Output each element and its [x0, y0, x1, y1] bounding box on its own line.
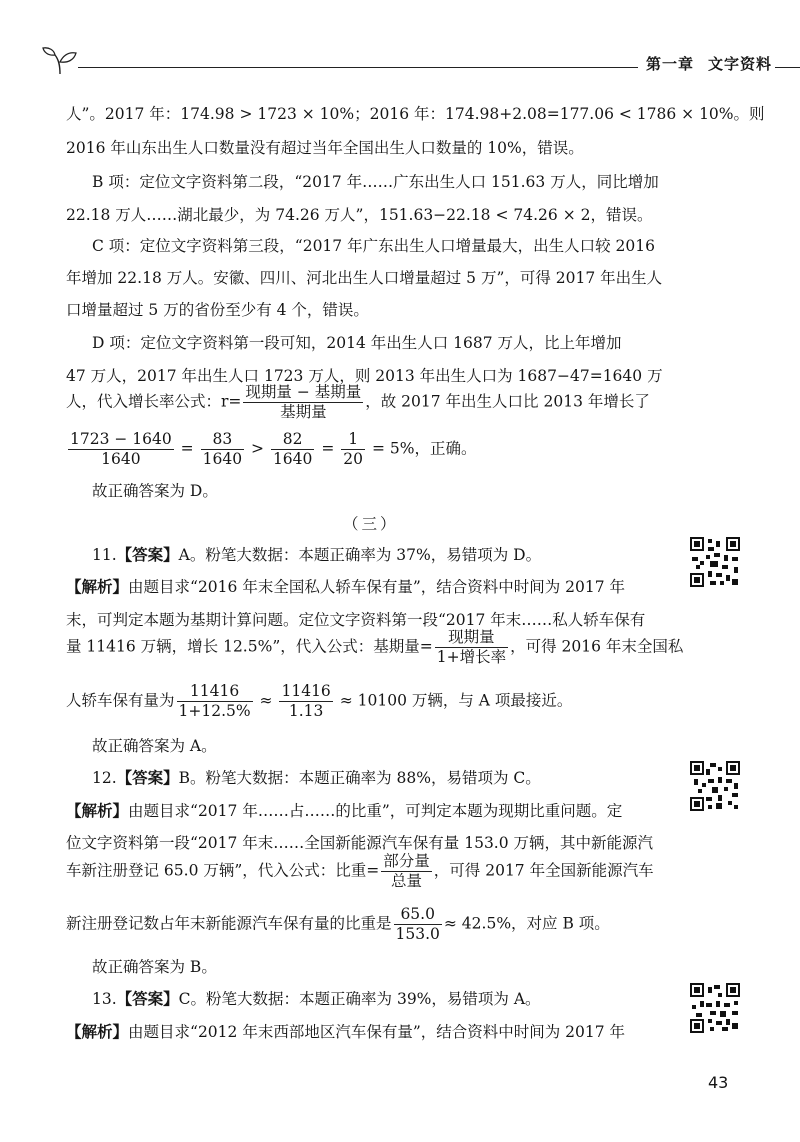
answer-tag: 【答案】	[116, 768, 179, 787]
qr-code-icon[interactable]	[690, 983, 740, 1033]
text-line: 年增加 22.18 万人。安徽、四川、河北出生人口增量超过 5 万”，可得 2017 年出生人	[66, 269, 663, 287]
answer-tag: 【答案】	[116, 989, 179, 1008]
text-line: D 项：定位文字资料第一段可知，2014 年出生人口 1687 万人，比上年增加	[92, 334, 622, 352]
text: ≈ 42.5%，对应 B 项。	[443, 914, 610, 933]
answer-tag: 【答案】	[116, 545, 179, 564]
text: 人轿车保有量为	[66, 691, 175, 710]
fraction	[201, 430, 244, 469]
numerator: 1	[341, 430, 365, 450]
formula-line	[66, 628, 683, 667]
question-number: 13.	[92, 990, 117, 1008]
analysis-tag: 【解析】	[66, 801, 129, 820]
denominator: 1.13	[288, 702, 324, 720]
fraction	[435, 628, 508, 667]
text-line: 22.18 万人……湖北最少，为 74.26 万人”，151.63−22.18 < 74.26 × 2，错误。	[66, 206, 653, 224]
text-line: 47 万人，2017 年出生人口 1723 万人，则 2013 年出生人口为 1687−47=1640 万	[66, 367, 663, 385]
numerator: 现期量	[435, 628, 508, 648]
text-line: 位文字资料第一段“2017 年末……全国新能源汽车保有量 153.0 万辆，其中新能源汽	[66, 834, 654, 852]
text-line: 2016 年山东出生人口数量没有超过当年全国出生人口数量的 10%，错误。	[66, 139, 584, 157]
text: ≈ 10100 万辆，与 A 项最接近。	[339, 691, 573, 710]
numerator: 11416	[177, 682, 253, 702]
fraction	[381, 852, 432, 891]
formula-line	[66, 905, 610, 944]
leaf-logo-icon	[40, 46, 80, 76]
chapter-number: 第一章	[646, 55, 695, 73]
denominator: 基期量	[280, 403, 327, 421]
answer-line: 故正确答案为 A。	[92, 737, 217, 755]
fraction	[341, 430, 365, 469]
text: = 5%，正确。	[371, 439, 477, 458]
q12-answer	[92, 768, 541, 788]
denominator: 1640	[202, 450, 243, 468]
text-line: 口增量超过 5 万的省份至少有 4 个，错误。	[66, 301, 369, 319]
qr-code-icon[interactable]	[690, 537, 740, 587]
question-number: 11.	[92, 546, 117, 564]
fraction	[68, 430, 174, 469]
numerator: 1723 − 1640	[70, 430, 172, 448]
numerator: 83	[201, 430, 244, 450]
q13-analysis	[66, 1022, 625, 1042]
text: 量 11416 万辆，增长 12.5%”，代入公式：基期量=	[66, 637, 433, 656]
formula-line	[66, 383, 650, 422]
q12-analysis	[66, 801, 622, 821]
text-line: B 项：定位文字资料第二段，“2017 年……广东出生人口 151.63 万人，同比增加	[92, 173, 659, 191]
fraction	[271, 430, 314, 469]
text: 由题目求“2012 年末西部地区汽车保有量”，结合资料中时间为 2017 年	[128, 1023, 626, 1041]
text: 车新注册登记 65.0 万辆”，代入公式：比重=	[66, 861, 380, 880]
answer-text: B。粉笔大数据：本题正确率为 88%，易错项为 C。	[178, 769, 541, 787]
denominator: 总量	[391, 872, 423, 890]
approx-sign: ≈	[259, 691, 273, 710]
text: 由题目求“2017 年……占……的比重”，可判定本题为现期比重问题。定	[128, 802, 623, 820]
equals-sign: =	[180, 439, 194, 458]
q13-answer	[92, 989, 541, 1009]
text-line: C 项：定位文字资料第三段，“2017 年广东出生人口增量最大，出生人口较 2016	[92, 237, 655, 255]
text: 由题目求“2016 年末全国私人轿车保有量”，结合资料中时间为 2017 年	[128, 578, 626, 596]
header-rule-right	[775, 67, 800, 68]
chapter-title	[646, 53, 772, 74]
numerator: 82	[271, 430, 314, 450]
fraction	[177, 682, 253, 721]
numerator: 11416	[281, 682, 331, 700]
chapter-name: 文字资料	[708, 55, 773, 73]
section-title: （三）	[343, 515, 399, 533]
analysis-tag: 【解析】	[66, 577, 129, 596]
analysis-tag: 【解析】	[66, 1022, 129, 1041]
page-header	[40, 40, 800, 80]
fraction	[279, 682, 332, 721]
text: 人，代入增长率公式：r=	[66, 392, 242, 411]
numerator: 现期量 − 基期量	[245, 383, 362, 401]
q11-analysis	[66, 577, 625, 597]
text-line: 人”。2017 年：174.98 > 1723 × 10%；2016 年：174.98+2.08=177.06 < 1786 × 10%。则	[66, 105, 765, 123]
text: ，故 2017 年出生人口比 2013 年增长了	[365, 392, 650, 411]
denominator: 20	[343, 450, 363, 468]
denominator: 1+12.5%	[178, 702, 251, 720]
denominator: 153.0	[395, 925, 440, 943]
numerator: 65.0	[394, 905, 442, 925]
text: ，可得 2017 年全国新能源汽车	[433, 861, 654, 880]
answer-text: A。粉笔大数据：本题正确率为 37%，易错项为 D。	[178, 546, 542, 564]
q11-answer	[92, 545, 541, 565]
answer-line: 故正确答案为 B。	[92, 958, 217, 976]
equals-sign: =	[321, 439, 335, 458]
fraction	[243, 383, 363, 422]
numerator: 部分量	[383, 852, 430, 870]
question-number: 12.	[92, 769, 117, 787]
answer-text: C。粉笔大数据：本题正确率为 39%，易错项为 A。	[178, 990, 541, 1008]
fraction	[394, 905, 442, 944]
formula-line	[66, 430, 476, 469]
answer-line: 故正确答案为 D。	[92, 482, 218, 500]
denominator: 1+增长率	[436, 648, 507, 666]
denominator: 1640	[101, 450, 141, 468]
text: 新注册登记数占年末新能源汽车保有量的比重是	[66, 914, 392, 933]
formula-line	[66, 852, 654, 891]
denominator: 1640	[272, 450, 313, 468]
text: ，可得 2016 年末全国私	[510, 637, 684, 656]
qr-code-icon[interactable]	[690, 761, 740, 811]
text-line: 末，可判定本题为基期计算问题。定位文字资料第一段“2017 年末……私人轿车保有	[66, 611, 646, 629]
header-rule	[78, 67, 638, 68]
formula-line	[66, 682, 572, 721]
page-number: 43	[708, 1073, 729, 1092]
greater-sign: >	[251, 439, 264, 458]
